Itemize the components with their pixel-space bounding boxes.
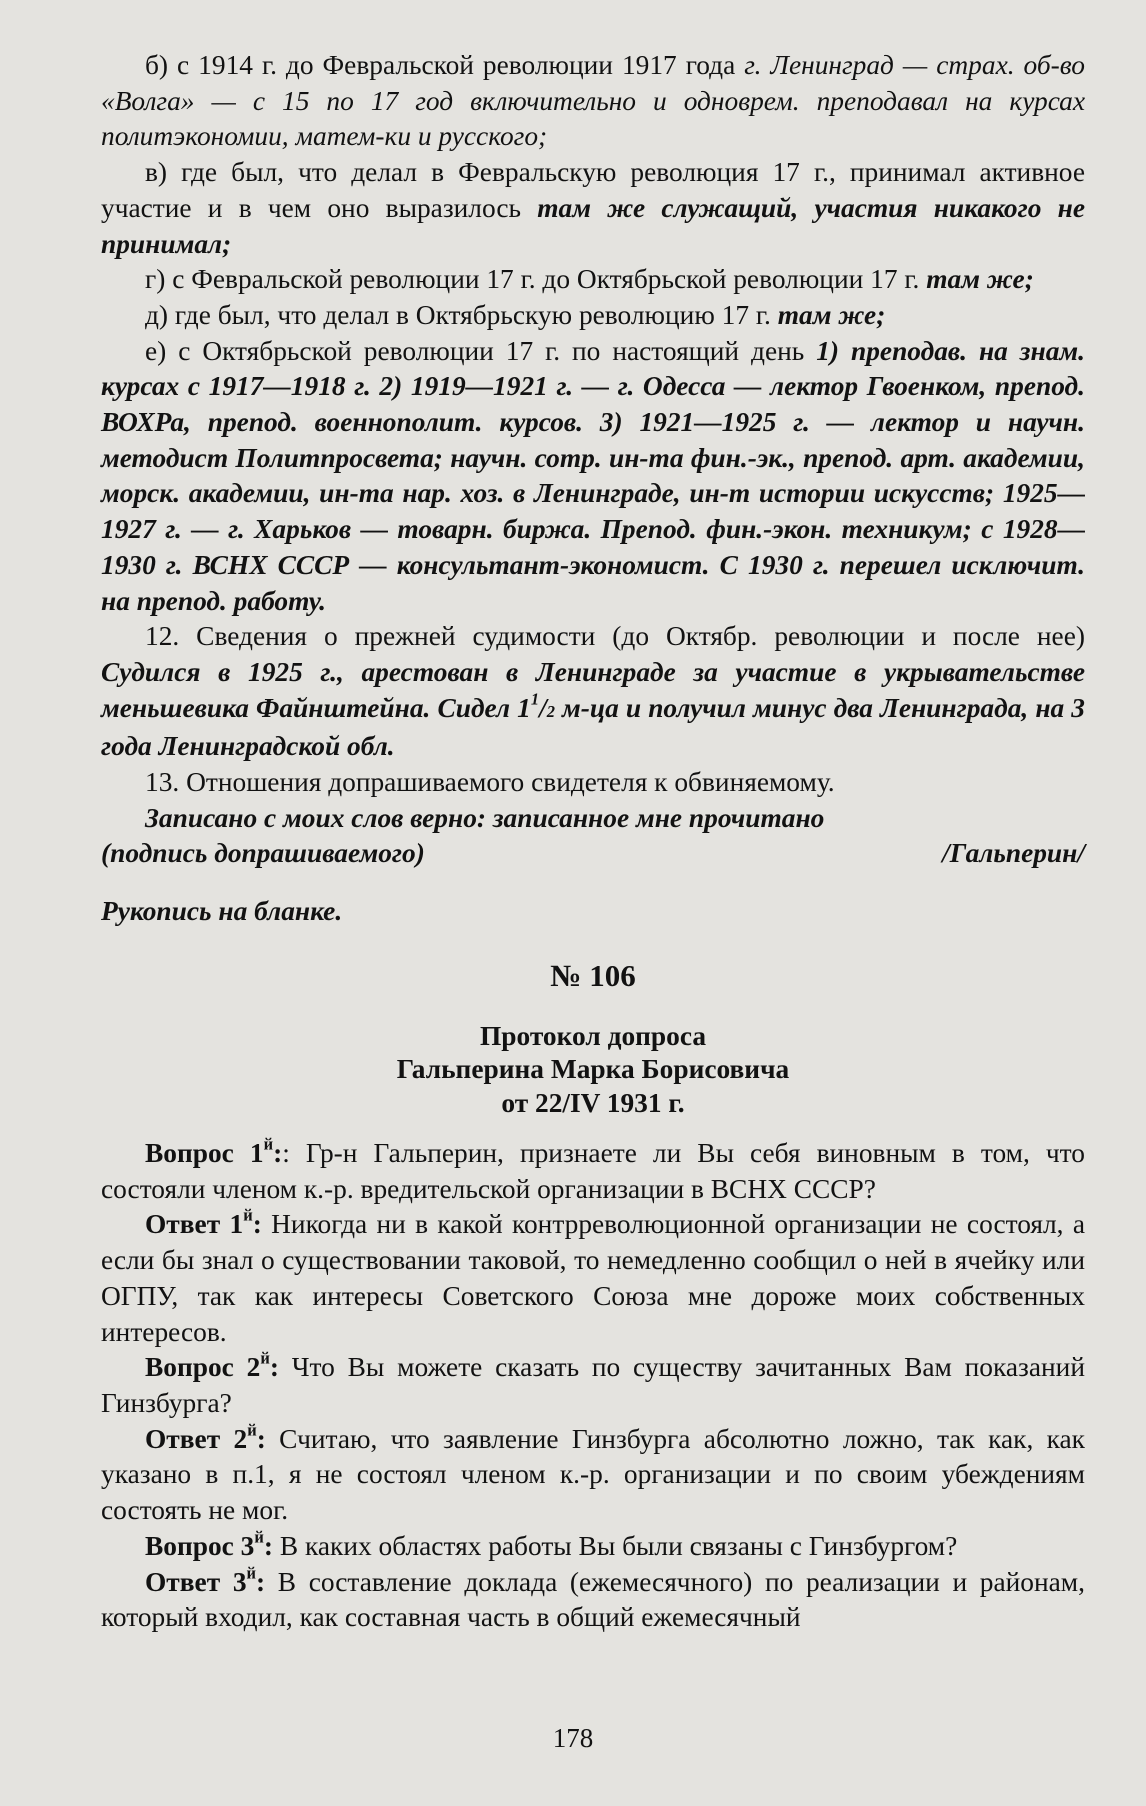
- answer-item-d: [101, 298, 1085, 334]
- question-2-sup: й: [260, 1348, 270, 1368]
- item-e-lead: е) с Октябрьской революции 17 г. по настоящий день: [145, 335, 817, 366]
- signature-name: /Гальперин/: [942, 838, 1085, 869]
- item-g-answer: там же;: [926, 264, 1034, 295]
- answer-1: Ответ $1^й$: Никогда ни в какой контрреволюционной организации не состоял, а если бы знал о существовании таковой, то немедленно сообщил о ней в ячейку или ОГПУ, так как интересы Советского Союза мне дороже моих собственных интересов.: [101, 1206, 1085, 1347]
- item-13: 13. Отношения допрашиваемого свидетеля к обвиняемому.: [145, 767, 835, 798]
- answer-1-sup: й: [243, 1206, 253, 1226]
- signoff-line-2: [101, 836, 1085, 872]
- item-b-answer: г. Ленинград — страх. об-во «Волга» — с 15 по 17 год включительно и одноврем. преподавал на курсах политэкономии, матем-ки и русского;: [101, 50, 1086, 152]
- item-b-lead: б) с 1914 г. до Февральской революции 1917 года: [145, 50, 745, 80]
- question-3-label: Вопрос 3: [145, 1530, 255, 1561]
- item-12-answer-a: Судился в 1925 г., арестован в Ленинграде за участие в укрывательстве меньшевика Файнштейна. Сидел 1: [101, 656, 1085, 723]
- question-3-sup: й: [254, 1527, 264, 1547]
- page-number: 178: [552, 1723, 594, 1753]
- item-v-answer: там же служащий, участия никакого не принимал;: [101, 192, 1086, 259]
- answer-item-e: [101, 334, 1085, 620]
- answer-3-text: В составление доклада (ежемесячного) по реализации и районам, который входил, как составная часть в общий ежемесячный: [101, 1566, 1085, 1633]
- item-12: [101, 619, 1085, 765]
- question-1-sup: й: [263, 1134, 274, 1154]
- question-1-label: Вопрос 1: [145, 1138, 264, 1169]
- question-1-text: : Гр-н Гальперин, признаете ли Вы себя виновным в том, что состояли членом к.-р. вредительской организации в ВСНХ СССР?: [101, 1138, 1085, 1204]
- item-e-answer: 1) преподав. на знам. курсах с 1917—1918 г. 2) 1919—1921 г. — г. Одесса — лектор Гвоенком, препод. ВОХРа, препод. военнополит. курсов. 3) 1921—1925 г. — лектор и научн. методист Политпросвета; научн. сотр. ин-та фин.-эк., препод. арт. академии, морск. академии, ин-та нар. хоз. в Ленинграде, ин-т истории искусств; 1925—1927 г. — г. Харьков — товарн. биржа. Препод. фин.-экон. техникум; с 1928—1930 г. ВСНХ СССР — консультант-экономист. С 1930 г. перешел исключит. на препод. работу.: [101, 335, 1085, 616]
- item-d-lead: д) где был, что делал в Октябрьскую революцию 17 г.: [145, 299, 778, 330]
- answer-item-b: [101, 48, 1085, 155]
- fraction-denominator: 2: [546, 701, 555, 721]
- item-12-lead: 12. Сведения о прежней судимости (до Октябр. революции и после нее): [145, 621, 1085, 652]
- item-g-lead: г) с Февральской революции 17 г. до Октябрьской революции 17 г.: [145, 264, 927, 295]
- answer-2-sup: й: [247, 1420, 257, 1440]
- answer-1-text: Никогда ни в какой контрреволюционной организации не состоял, а если бы знал о существовании таковой, то немедленно сообщил о ней в ячейку или ОГПУ, так как интересы Советского Союза мне дороже моих собственных интересов.: [101, 1209, 1085, 1347]
- item-12-answer-b: м-ца и получил минус два Ленинграда, на 3 года Ленинградской обл.: [101, 692, 1086, 762]
- signature-caption: (подпись допрашиваемого): [101, 838, 425, 869]
- page-text: [101, 48, 1085, 1636]
- answer-3-sup: й: [246, 1563, 256, 1583]
- answer-2-text: Считаю, что заявление Гинзбурга абсолютно ложно, так как, как указано в п.1, я не состоял членом к.-р. организации и по своим убеждениям состоять не мог.: [101, 1423, 1085, 1526]
- answer-2: Ответ $2^й$: Считаю, что заявление Гинзбурга абсолютно ложно, так как, как указано в п.1, я не состоял членом к.-р. организации и по своим убеждениям состоять не мог.: [101, 1420, 1085, 1526]
- title-line-1: Протокол допроса: [479, 1020, 707, 1051]
- item-d-answer: там же;: [777, 299, 886, 330]
- spacer: [101, 872, 1085, 894]
- answer-1-label: Ответ 1: [145, 1209, 244, 1240]
- answer-3: Ответ $3^й$: В составление доклада (ежемесячного) по реализации и районам, который входил, как составная часть в общий ежемесячный: [101, 1563, 1085, 1633]
- signoff-line-1: Записано с моих слов верно: записанное мне прочитано: [145, 802, 825, 833]
- item-12-fraction: $^1$/2: [530, 689, 555, 723]
- document-number: № 106: [550, 957, 636, 993]
- answer-item-v: [101, 155, 1085, 262]
- question-3: Вопрос $3^й$: В каких областях работы Вы были связаны с Гинзбургом?: [145, 1527, 958, 1561]
- answer-item-g: [101, 262, 1085, 298]
- question-2-label: Вопрос 2: [145, 1352, 261, 1383]
- document-title: [101, 1020, 1085, 1121]
- title-line-2: Гальперина Марка Борисовича: [396, 1054, 790, 1085]
- question-1: Вопрос $1^й$:: Гр-н Гальперин, признаете ли Вы себя виновным в том, что состояли членом к.-р. вредительской организации в ВСНХ СССР?: [101, 1134, 1085, 1204]
- question-2-text: Что Вы можете сказать по существу зачитанных Вам показаний Гинзбурга?: [101, 1352, 1085, 1418]
- question-2: Вопрос $2^й$: Что Вы можете сказать по существу зачитанных Вам показаний Гинзбурга?: [101, 1348, 1085, 1418]
- item-v-lead: в) где был, что делал в Февральскую революция 17 г., принимал активное участие и в чем оно выразилось: [101, 157, 1085, 223]
- title-line-3: от 22/IV 1931 г.: [501, 1087, 685, 1118]
- fraction-numerator: 1: [530, 689, 540, 709]
- question-3-text: В каких областях работы Вы были связаны с Гинзбургом?: [273, 1530, 958, 1561]
- answer-2-label: Ответ 2: [145, 1423, 248, 1454]
- answer-3-label: Ответ 3: [145, 1566, 247, 1597]
- source-note: Рукопись на бланке.: [101, 896, 343, 927]
